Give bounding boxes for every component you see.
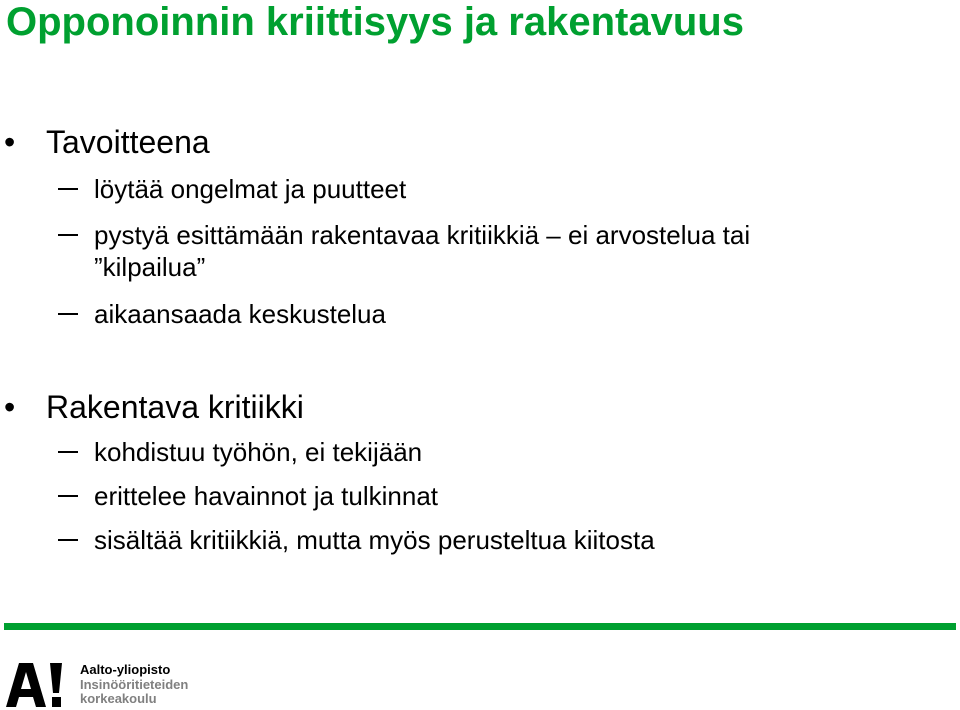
sub-item-text: löytää ongelmat ja puutteet <box>94 174 407 204</box>
sub-item-text-continued: ”kilpailua” <box>94 252 206 282</box>
aalto-logo <box>6 663 226 707</box>
logo-text <box>80 663 188 707</box>
logo-line-3: korkeakoulu <box>80 691 157 706</box>
sub-item-text: erittelee havainnot ja tulkinnat <box>94 481 439 511</box>
slide-title: Opponoinnin kriittisyys ja rakentavuus <box>6 0 744 44</box>
dash-icon <box>58 234 78 236</box>
sub-item-text: pystyä esittämään rakentavaa kritiikkiä – ei arvostelua tai <box>94 220 751 250</box>
bullet-dot-icon: • <box>4 389 16 425</box>
sub-item-text: kohdistuu työhön, ei tekijään <box>94 437 423 467</box>
bullet-text: Tavoitteena <box>46 124 210 160</box>
bullet-text: Rakentava kritiikki <box>46 389 304 425</box>
sub-item-text: sisältää kritiikkiä, mutta myös perusteltua kiitosta <box>94 525 655 555</box>
dash-icon <box>58 495 78 497</box>
aalto-a-icon <box>6 663 66 707</box>
logo-line-2: Insinööritieteiden <box>80 676 189 692</box>
dash-icon <box>58 451 78 453</box>
bullet-dot-icon: • <box>4 124 16 160</box>
logo-line-1: Aalto-yliopisto <box>80 662 171 677</box>
dash-icon <box>58 188 78 190</box>
dash-icon <box>58 539 78 541</box>
sub-item-text: aikaansaada keskustelua <box>94 299 386 329</box>
footer-divider <box>4 623 956 630</box>
dash-icon <box>58 313 78 315</box>
